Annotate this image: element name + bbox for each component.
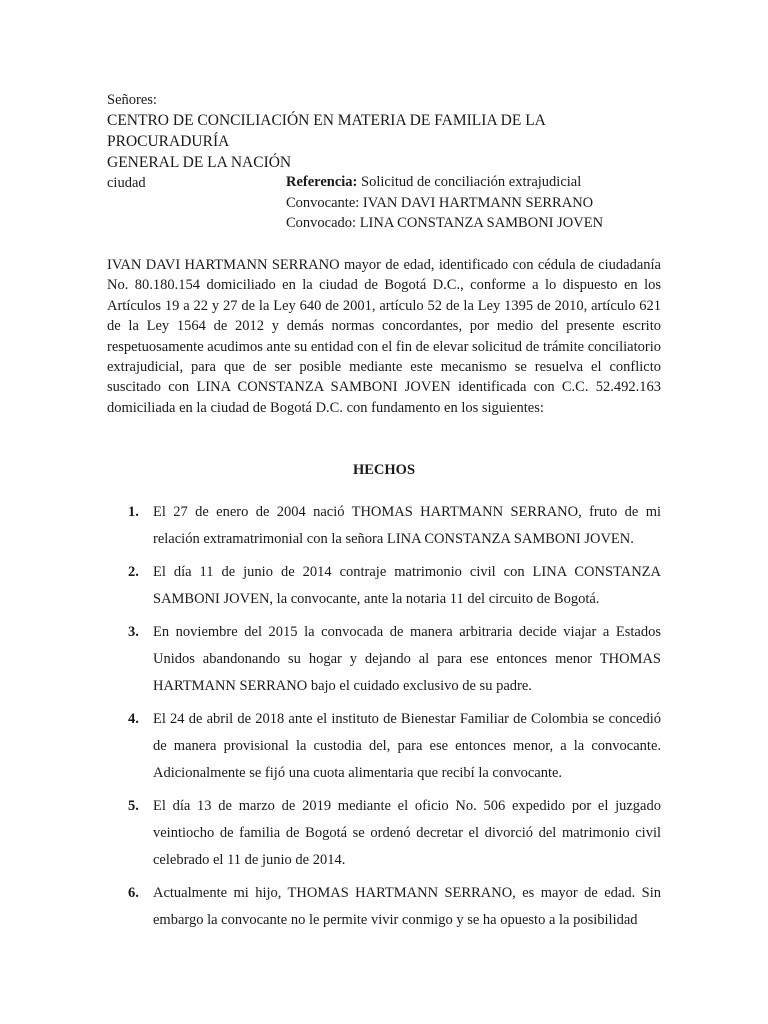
fact-item	[107, 793, 661, 874]
fact-item	[107, 706, 661, 787]
fact-text: En noviembre del 2015 la convocada de manera arbitraria decide viajar a Estados Unidos abandonando su hogar y dejando al para ese entonces menor THOMAS HARTMANN SERRANO bajo el cuidado exclusivo de su padre.	[153, 624, 661, 694]
fact-item	[107, 619, 661, 700]
convocado-row	[286, 213, 686, 234]
facts-list	[107, 499, 661, 940]
fact-text: El día 11 de junio de 2014 contraje matrimonio civil con LINA CONSTANZA SAMBONI JOVEN, la convocante, ante la notaria 11 del circuito de Bogotá.	[153, 564, 661, 607]
convocado-label: Convocado:	[286, 215, 357, 231]
salutation: Señores:	[107, 92, 157, 108]
recipient-city: ciudad	[107, 175, 146, 191]
fact-item	[107, 499, 661, 553]
convocado-value: LINA CONSTANZA SAMBONI JOVEN	[359, 215, 604, 231]
reference-row	[286, 172, 686, 193]
fact-number: 3.	[128, 624, 139, 640]
fact-number: 5.	[128, 798, 139, 814]
fact-number: 6.	[128, 885, 139, 901]
fact-text: El 27 de enero de 2004 nació THOMAS HARTMANN SERRANO, fruto de mi relación extramatrimonial con la señora LINA CONSTANZA SAMBONI JOVEN.	[153, 504, 661, 547]
fact-number: 4.	[128, 711, 139, 727]
intro-paragraph: IVAN DAVI HARTMANN SERRANO mayor de edad, identificado con cédula de ciudadanía No. 80.180.154 domiciliado en la ciudad de Bogotá D.C., conforme a lo dispuesto en los Artículos 19 a 22 y 27 de la Ley 640 de 2001, artículo 52 de la Ley 1395 de 2010, artículo 621 de la Ley 1564 de 2012 y demás normas concordantes, por medio del presente escrito respetuosamente acudimos ante su entidad con el fin de elevar solicitud de trámite conciliatorio extrajudicial, para que de ser posible mediante este mecanismo se resuelva el conflicto suscitado con LINA CONSTANZA SAMBONI JOVEN identificada con C.C. 52.492.163 domiciliada en la ciudad de Bogotá D.C. con fundamento en los siguientes:	[107, 257, 661, 416]
reference-label: Referencia:	[286, 174, 358, 190]
convocante-label: Convocante:	[286, 194, 360, 211]
fact-item	[107, 559, 661, 613]
section-heading: HECHOS	[352, 462, 416, 478]
convocante-row	[286, 193, 686, 214]
convocante-value: IVAN DAVI HARTMANN SERRANO	[362, 194, 594, 211]
fact-text: El 24 de abril de 2018 ante el instituto de Bienestar Familiar de Colombia se concedió de manera provisional la custodia del, para ese entonces menor, a la convocante. Adicionalmente se fijó una cuota alimentaria que recibí la convocante.	[153, 711, 661, 781]
recipient-line-2: GENERAL DE LA NACIÓN	[107, 154, 292, 171]
reference-value: Solicitud de conciliación extrajudicial	[361, 174, 582, 190]
fact-number: 1.	[128, 504, 139, 520]
fact-text: Actualmente mi hijo, THOMAS HARTMANN SERRANO, es mayor de edad. Sin embargo la convocante no le permite vivir conmigo y se ha opuesto a la posibilidad	[153, 885, 661, 928]
fact-item	[107, 880, 661, 934]
fact-number: 2.	[128, 564, 139, 580]
recipient-line-1: CENTRO DE CONCILIACIÓN EN MATERIA DE FAMILIA DE LA PROCURADURÍA	[107, 112, 545, 150]
reference-block	[286, 172, 686, 234]
fact-text: El día 13 de marzo de 2019 mediante el oficio No. 506 expedido por el juzgado veintiocho de familia de Bogotá se ordenó decretar el divorció del matrimonio civil celebrado el 11 de junio de 2014.	[153, 798, 661, 868]
